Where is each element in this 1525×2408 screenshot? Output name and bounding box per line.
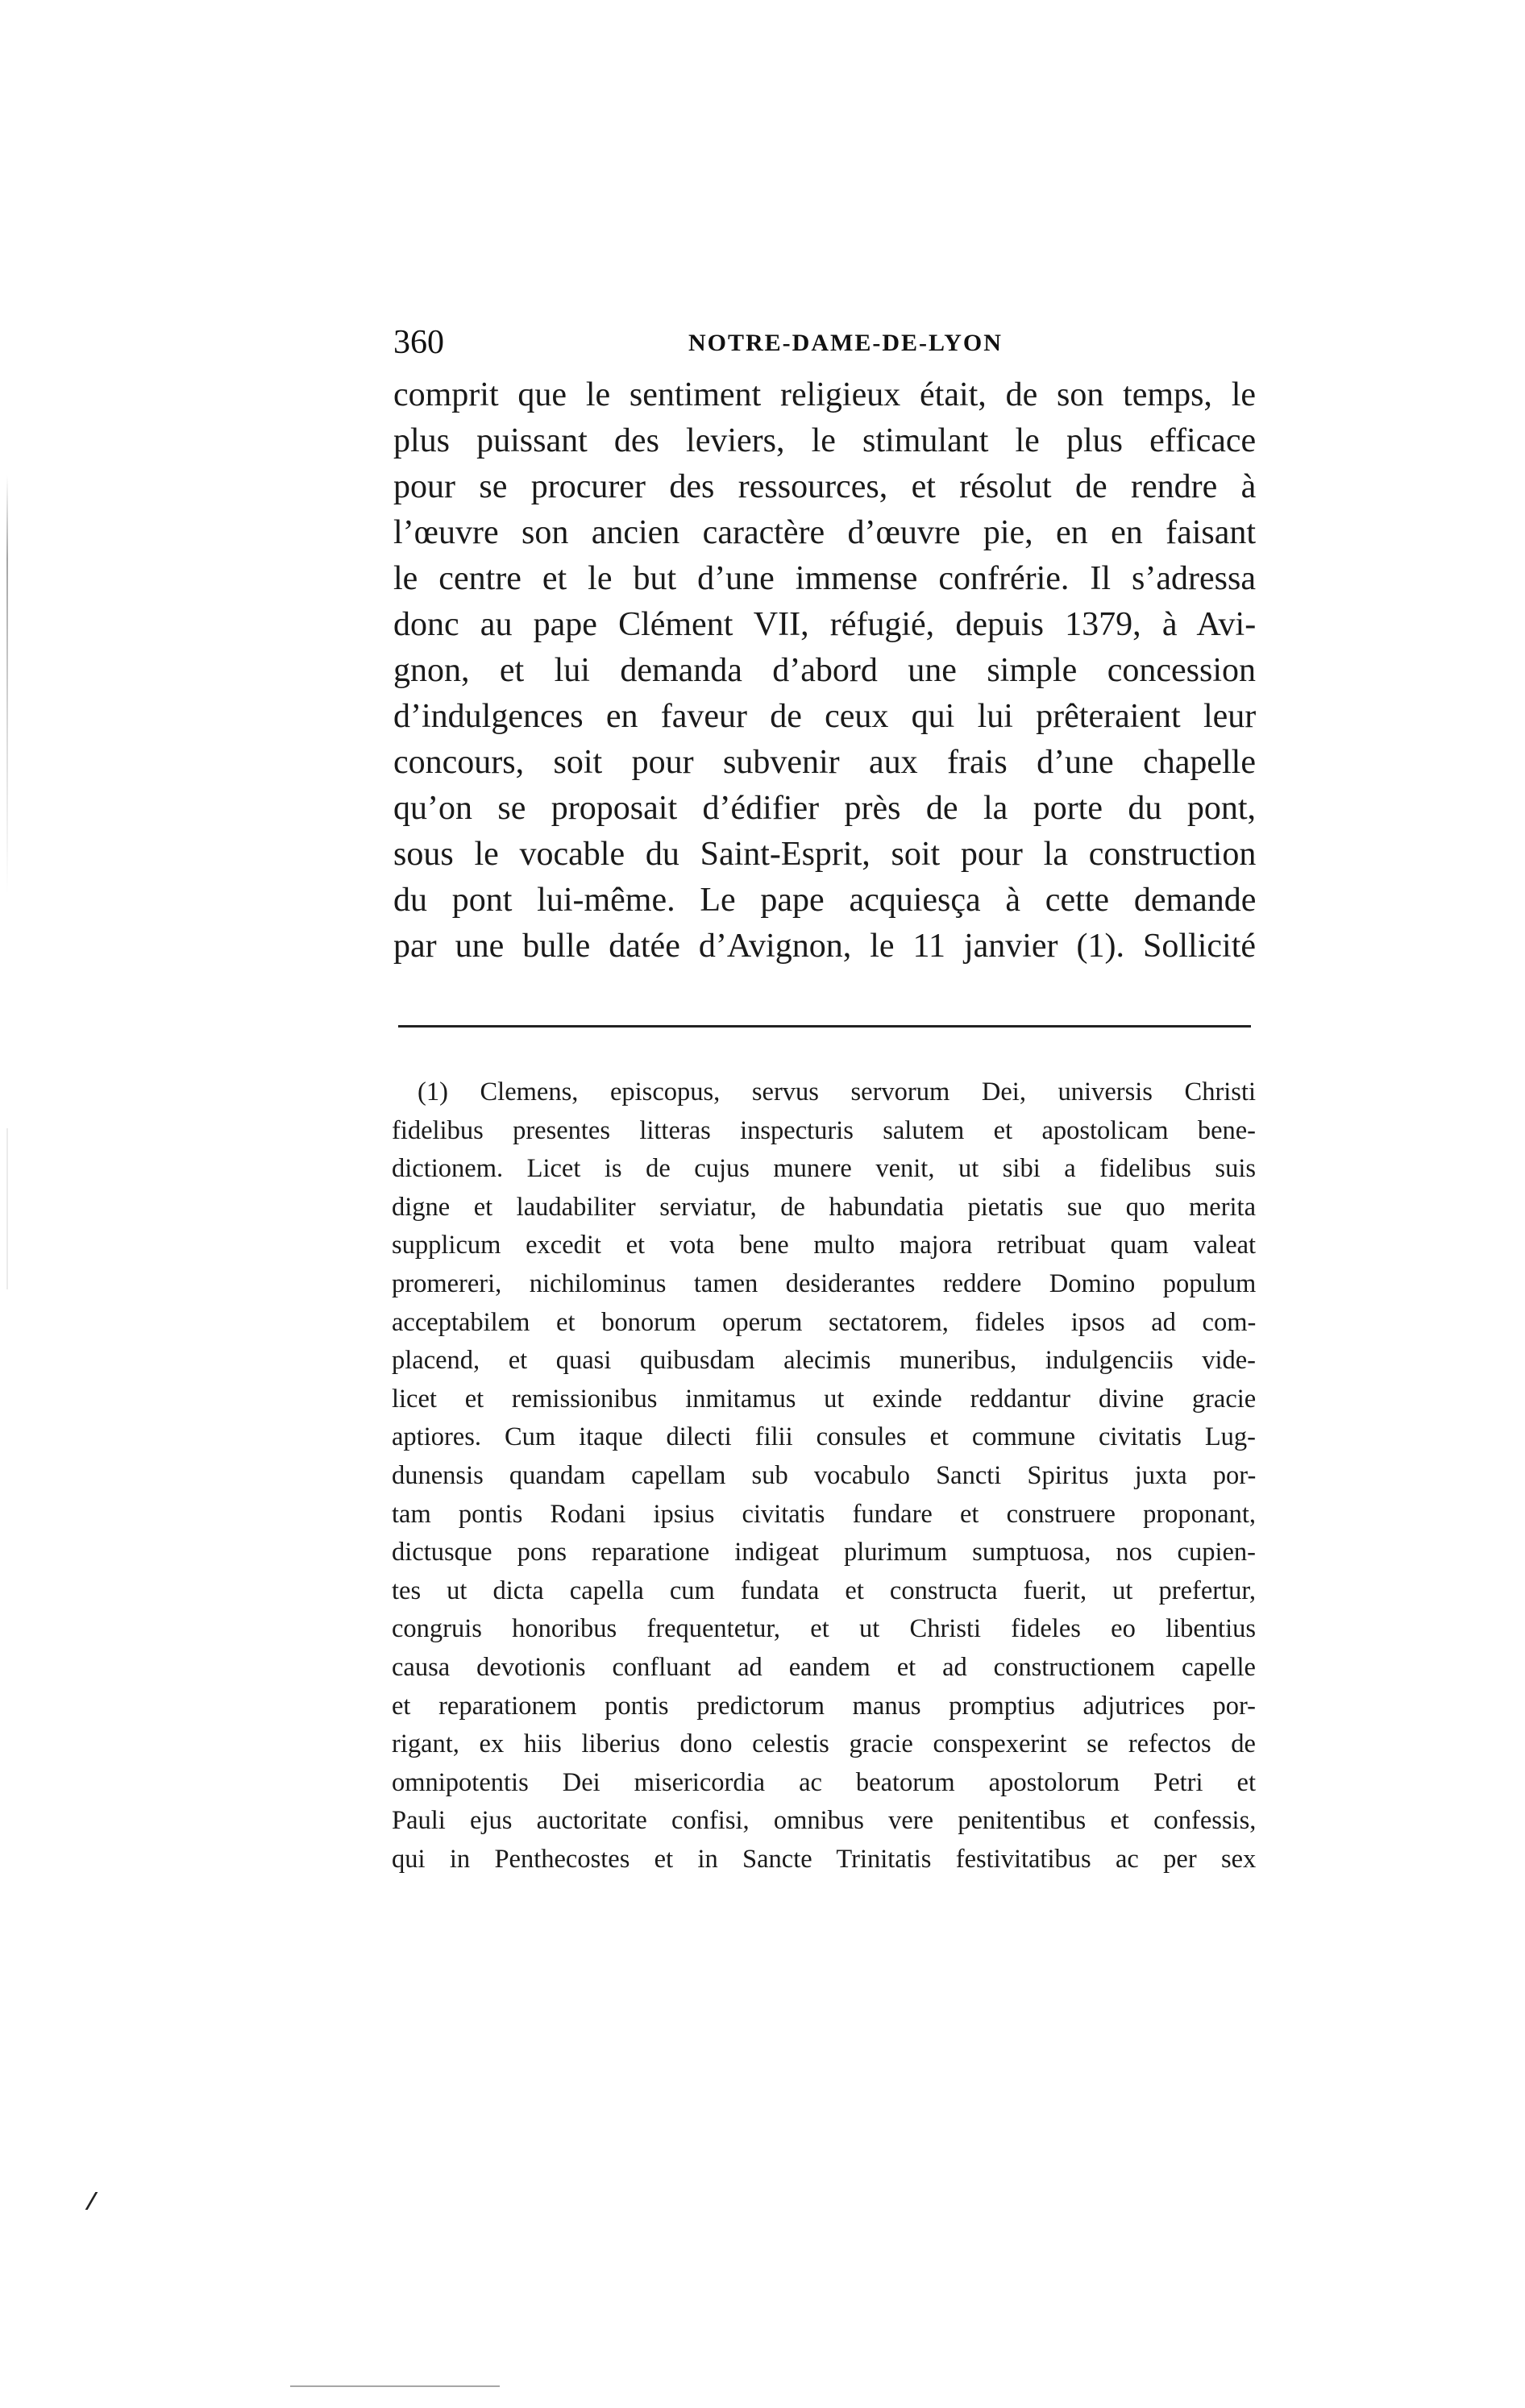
footnote-line: et reparationem pontis predictorum manus promptius adjutrices por- <box>392 1691 1256 1721</box>
text-line: sous le vocable du Saint-Esprit, soit pour la construction <box>393 836 1257 873</box>
footnote-line: aptiores. Cum itaque dilecti filii consules et commune civitatis Lug- <box>392 1422 1256 1452</box>
text-line: qu’on se proposait d’édifier près de la porte du pont, <box>393 790 1256 827</box>
footnote-line: dunensis quandam capellam sub vocabulo Sancti Spiritus juxta por- <box>392 1460 1257 1490</box>
text-line: concours, soit pour subvenir aux frais d’une chapelle <box>393 744 1256 781</box>
text-line: gnon, et lui demanda d’abord une simple concession <box>393 652 1256 689</box>
footnote-line: omnipotentis Dei misericordia ac beatorum apostolorum Petri et <box>392 1767 1256 1797</box>
scan-edge-shadow-lower <box>6 1128 8 1289</box>
text-line: du pont lui-même. Le pape acquiesça à cette demande <box>393 882 1257 919</box>
footnote-divider <box>398 1025 1251 1028</box>
running-title: NOTRE-DAME-DE-LYON <box>688 330 1003 356</box>
text-line: d’indulgences en faveur de ceux qui lui prêteraient leur <box>393 698 1257 735</box>
text-line: l’œuvre son ancien caractère d’œuvre pie, en en faisant <box>393 514 1257 551</box>
footnote-line: (1) Clemens, episcopus, servus servorum Dei, universis Christi <box>418 1077 1256 1106</box>
text-line: le centre et le but d’une immense confrérie. Il s’adressa <box>393 560 1256 597</box>
footnote-line: dictusque pons reparatione indigeat plurimum sumptuosa, nos cupien- <box>392 1538 1256 1567</box>
text-line: comprit que le sentiment religieux était, de son temps, le <box>393 376 1256 413</box>
footnote-line: qui in Penthecostes et in Sancte Trinitatis festivitatibus ac per sex <box>392 1844 1257 1874</box>
footnote-line: placend, et quasi quibusdam alecimis muneribus, indulgenciis vide- <box>392 1346 1257 1376</box>
text-line: plus puissant des leviers, le stimulant le plus efficace <box>393 422 1257 459</box>
footnote-line: licet et remissionibus inmitamus ut exinde reddantur divine gracie <box>392 1384 1257 1414</box>
footnote-line: fidelibus presentes litteras inspecturis salutem et apostolicam bene- <box>392 1115 1256 1145</box>
footnote-line: tes ut dicta capella cum fundata et constructa fuerit, ut prefertur, <box>392 1576 1256 1605</box>
text-line: pour se procurer des ressources, et résolut de rendre à <box>393 468 1257 505</box>
footnote-line: digne et laudabiliter serviatur, de habundatia pietatis sue quo merita <box>392 1192 1256 1222</box>
footnote-line: Pauli ejus auctoritate confisi, omnibus vere penitentibus et confessis, <box>392 1806 1257 1836</box>
page-number: 360 <box>393 324 444 361</box>
stray-ink-mark <box>85 2192 110 2210</box>
footnote-line: congruis honoribus frequentetur, et ut Christi fideles eo libentius <box>392 1614 1257 1644</box>
footnote-line: dictionem. Licet is de cujus munere venit, ut sibi a fidelibus suis <box>392 1154 1256 1184</box>
footnote-line: causa devotionis confluant ad eandem et ad constructionem capelle <box>392 1652 1256 1682</box>
footnote <box>392 1073 1256 1879</box>
main-text <box>393 372 1256 969</box>
text-line: par une bulle datée d’Avignon, le 11 janvier (1). Sollicité <box>393 928 1256 965</box>
scan-artifact-line <box>290 2385 500 2387</box>
footnote-line: supplicum excedit et vota bene multo majora retribuat quam valeat <box>392 1231 1257 1260</box>
footnote-line: rigant, ex hiis liberius dono celestis gracie conspexerint se refectos de <box>392 1729 1256 1759</box>
page-header <box>393 322 1256 363</box>
footnote-line: acceptabilem et bonorum operum sectatorem, fideles ipsos ad com- <box>392 1307 1257 1337</box>
footnote-line: tam pontis Rodani ipsius civitatis fundare et construere proponant, <box>392 1499 1256 1529</box>
footnote-line: promereri, nichilominus tamen desiderantes reddere Domino populum <box>392 1268 1257 1298</box>
text-line: donc au pape Clément VII, réfugié, depuis 1379, à Avi- <box>393 606 1257 643</box>
scan-edge-shadow <box>6 475 8 895</box>
